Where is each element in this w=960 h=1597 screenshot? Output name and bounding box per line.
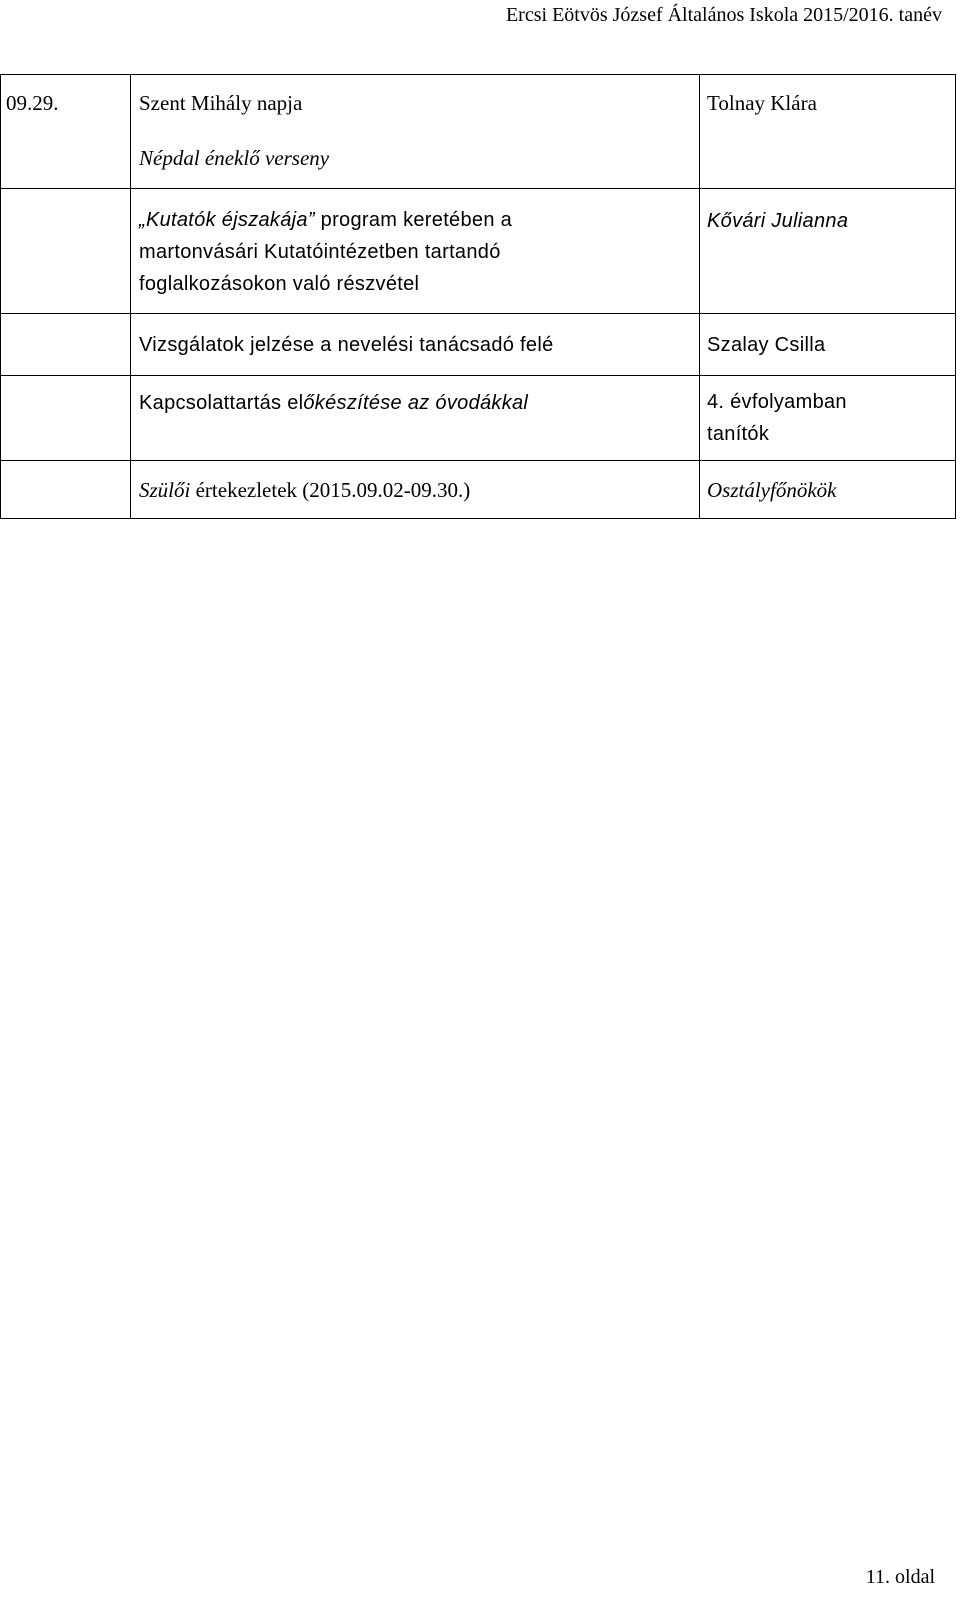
date-cell [1, 314, 131, 376]
responsible-text: Tolnay Klára [707, 91, 817, 115]
date-cell [1, 461, 131, 519]
event-title-italic: Kutatók éjszakája” [145, 209, 315, 231]
responsible-cell [700, 461, 956, 519]
table-row [1, 376, 956, 461]
event-line: martonvásári Kutatóintézetben tartandó [139, 241, 501, 263]
event-text: Vizsgálatok jelzése a nevelési tanácsadó felé [139, 334, 554, 356]
event-cell [131, 189, 700, 314]
date-cell [1, 189, 131, 314]
table-row [1, 314, 956, 376]
event-line: foglalkozásokon való részvétel [139, 273, 420, 295]
responsible-line: tanítók [707, 423, 770, 445]
date-cell [1, 376, 131, 461]
date-text: 09.29. [6, 91, 59, 115]
event-italic: Szülői [139, 478, 191, 502]
responsible-cell [700, 314, 956, 376]
responsible-cell [700, 376, 956, 461]
schedule-table [0, 74, 956, 519]
responsible-text: Osztályfőnökök [707, 478, 837, 502]
event-cell [131, 461, 700, 519]
responsible-cell [700, 189, 956, 314]
page-number: 11. oldal [865, 1566, 935, 1588]
event-text [139, 478, 470, 502]
responsible-line: 4. évfolyamban [707, 391, 847, 413]
event-line: Szent Mihály napja [139, 91, 303, 115]
event-line: Népdal éneklő verseny [139, 146, 330, 170]
responsible-text: Szalay Csilla [707, 334, 826, 356]
event-title-plain: program keretében a [314, 209, 513, 231]
table-row [1, 461, 956, 519]
event-cell [131, 376, 700, 461]
event-cell [131, 75, 700, 189]
event-cell [131, 314, 700, 376]
event-text [139, 392, 528, 414]
page-header: Ercsi Eötvös József Általános Iskola 2015/2016. tanév [505, 4, 942, 26]
table-row [1, 189, 956, 314]
date-cell [1, 75, 131, 189]
event-plain: Kapcsolattartás el [139, 392, 304, 414]
responsible-text: Kővári Julianna [707, 210, 849, 232]
table-row [1, 75, 956, 189]
event-italic: őkészítése az óvodákkal [303, 392, 529, 414]
event-line [139, 204, 699, 236]
quote-mark: „ [139, 209, 146, 231]
event-plain: értekezletek (2015.09.02-09.30.) [190, 478, 471, 502]
responsible-cell [700, 75, 956, 189]
